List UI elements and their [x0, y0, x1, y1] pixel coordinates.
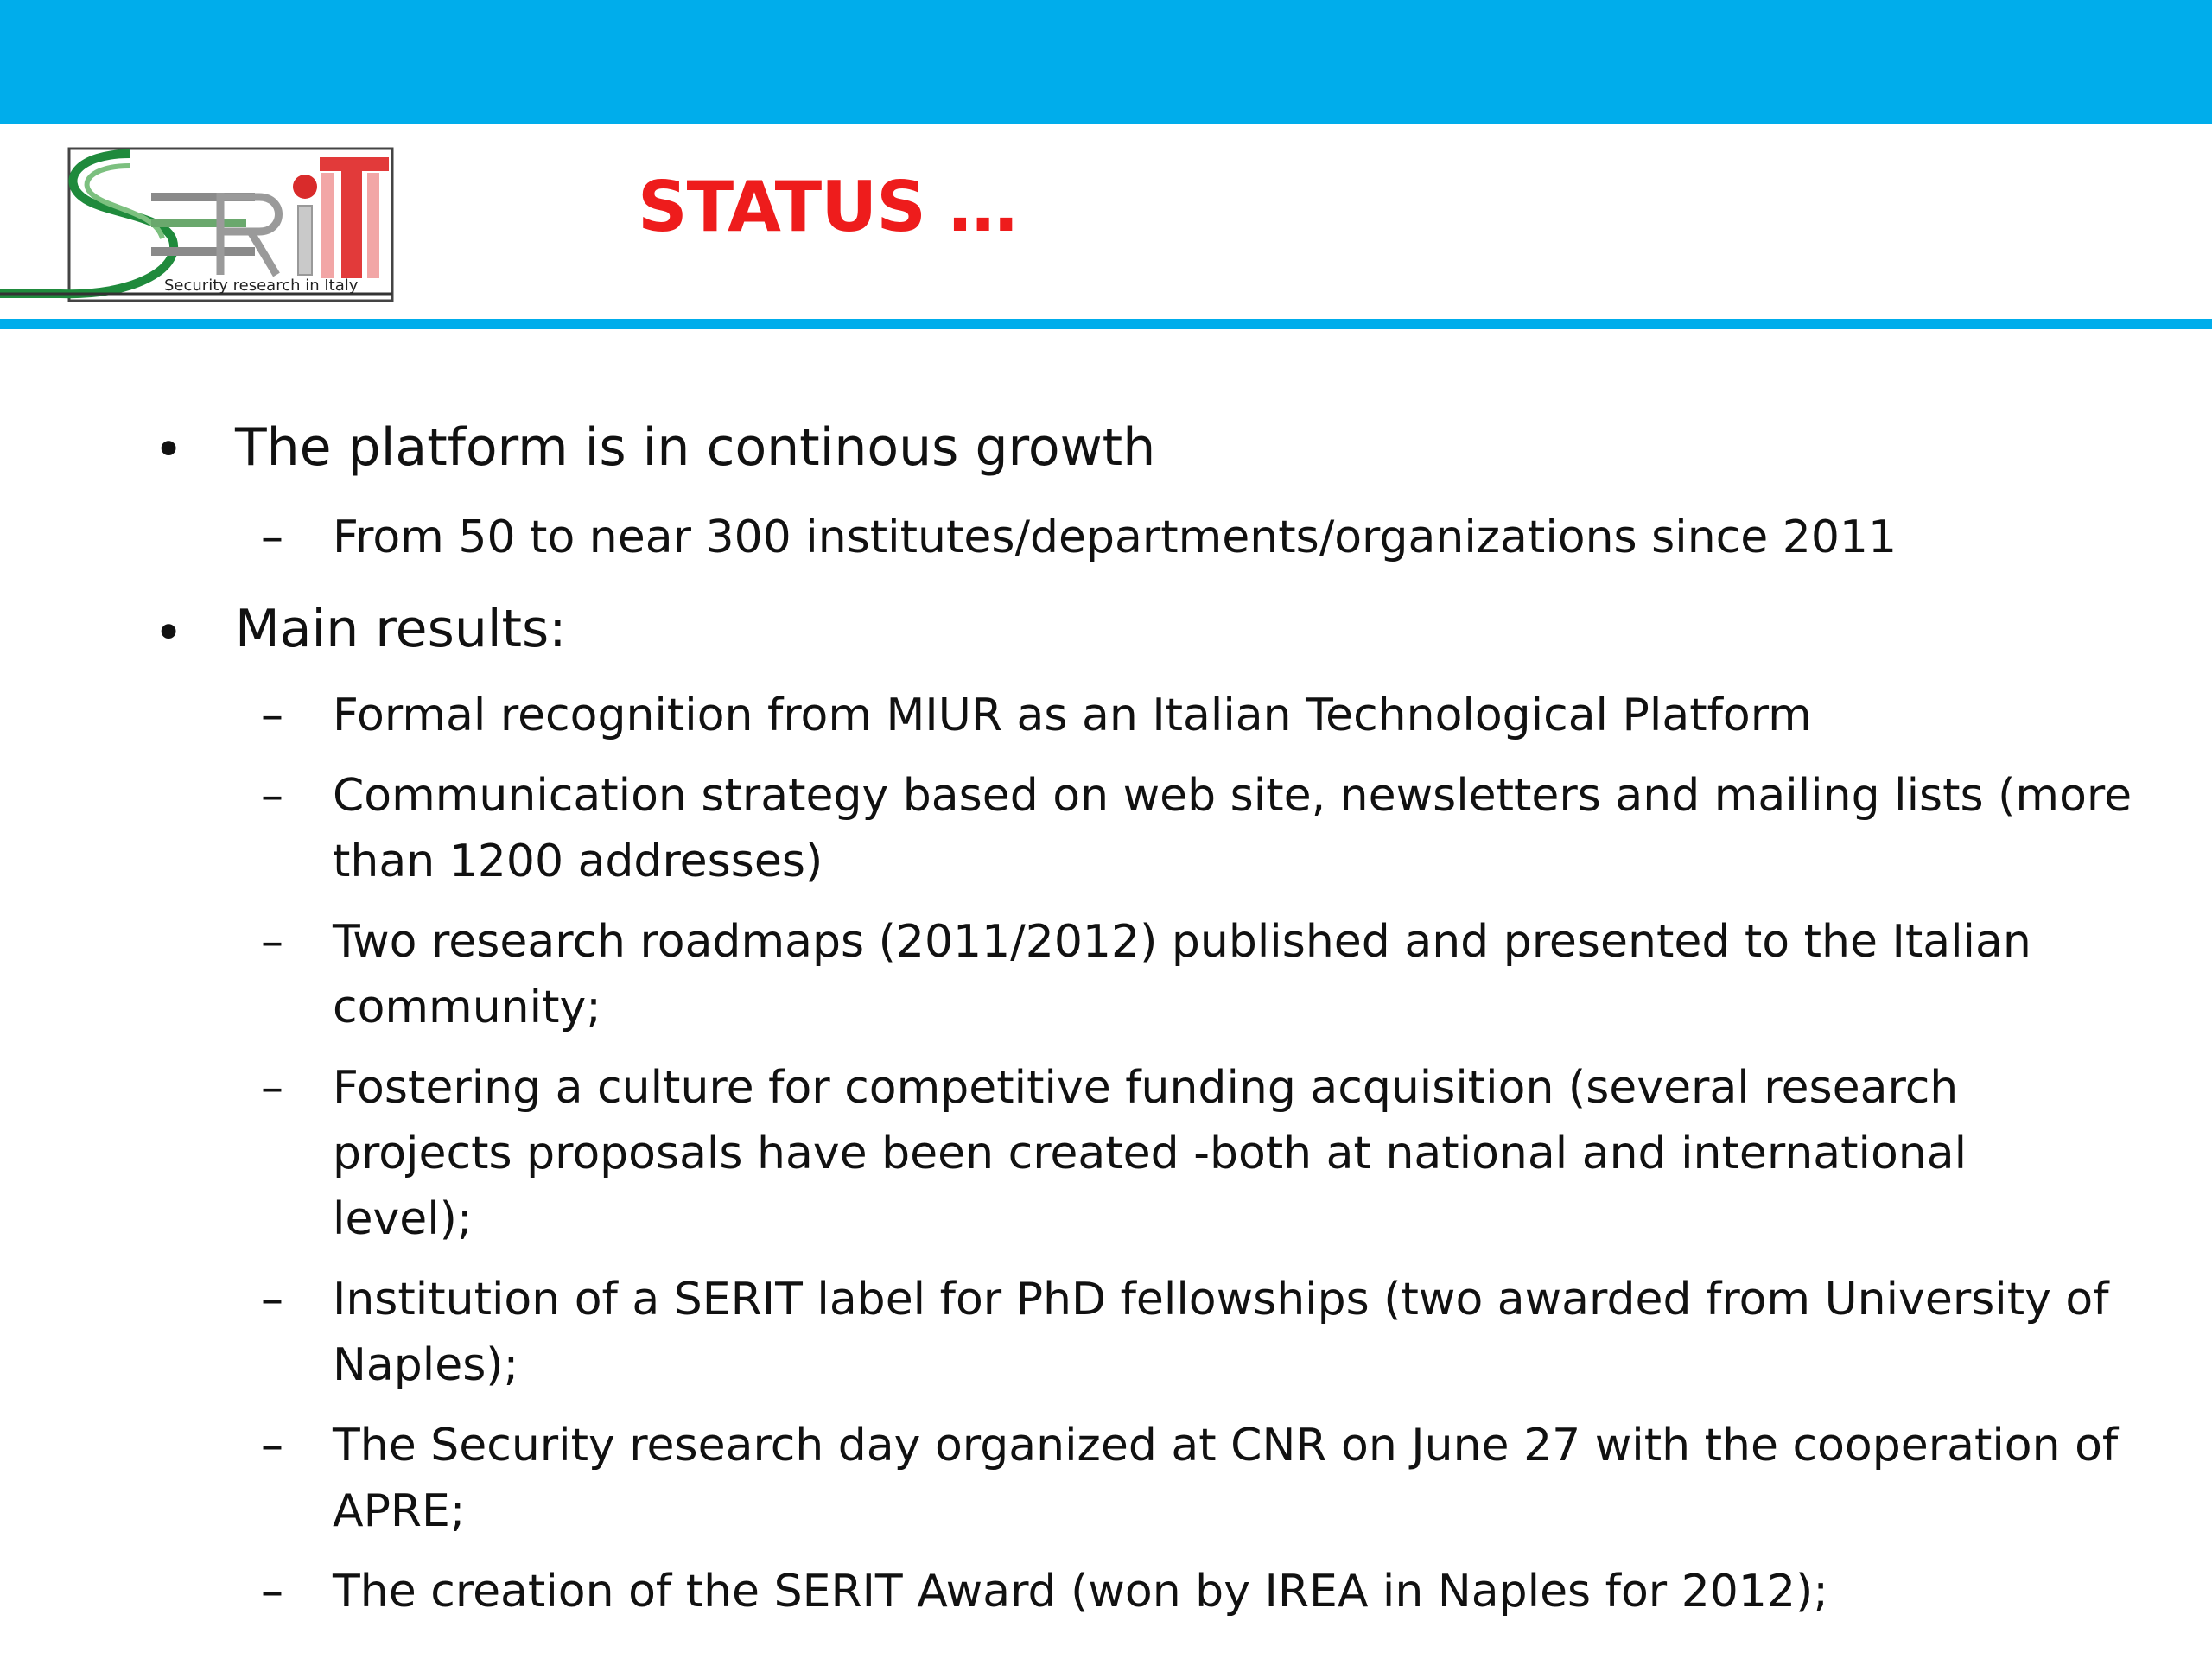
sub-item: Fostering a culture for competitive funding acquisition (several research [333, 1062, 1959, 1114]
sub-item: Communication strategy based on web site, newsletters and mailing lists (more [333, 770, 2133, 822]
sub-item: Institution of a SERIT label for PhD fellowships (two awarded from University of [333, 1274, 2109, 1325]
sub-item: Two research roadmaps (2011/2012) published and presented to the Italian [333, 916, 2031, 968]
slide-title: STATUS … [638, 167, 1017, 247]
sub-item: Formal recognition from MIUR as an Italian Technological Platform [333, 690, 1812, 741]
sub-item: The creation of the SERIT Award (won by IREA in Naples for 2012); [333, 1566, 1828, 1618]
sub-item-continued: level); [333, 1193, 473, 1245]
sub-item-continued: Naples); [333, 1339, 519, 1391]
sub-item-continued: APRE; [333, 1485, 466, 1537]
dash-marker: – [261, 512, 283, 563]
sub-item-continued: community; [333, 982, 601, 1033]
bullet-item: The platform is in continous growth [235, 417, 1156, 478]
dash-marker: – [261, 1566, 283, 1618]
sub-item: From 50 to near 300 institutes/departments/organizations since 2011 [333, 512, 1897, 563]
logo-tagline: Security research in Italy [164, 276, 359, 295]
dash-marker: – [261, 1062, 283, 1114]
sub-item-continued: projects proposals have been created -both at national and international [333, 1128, 1967, 1179]
dash-marker: – [261, 916, 283, 968]
dash-marker: – [261, 1420, 283, 1471]
sub-item: The Security research day organized at CNR on June 27 with the cooperation of [333, 1420, 2119, 1471]
dash-marker: – [261, 770, 283, 822]
bullet-marker: • [154, 420, 184, 479]
bullet-item: Main results: [235, 599, 567, 659]
sub-item-continued: than 1200 addresses) [333, 836, 823, 887]
dash-marker: – [261, 1274, 283, 1325]
dash-marker: – [261, 690, 283, 741]
bullet-marker: • [154, 603, 184, 662]
